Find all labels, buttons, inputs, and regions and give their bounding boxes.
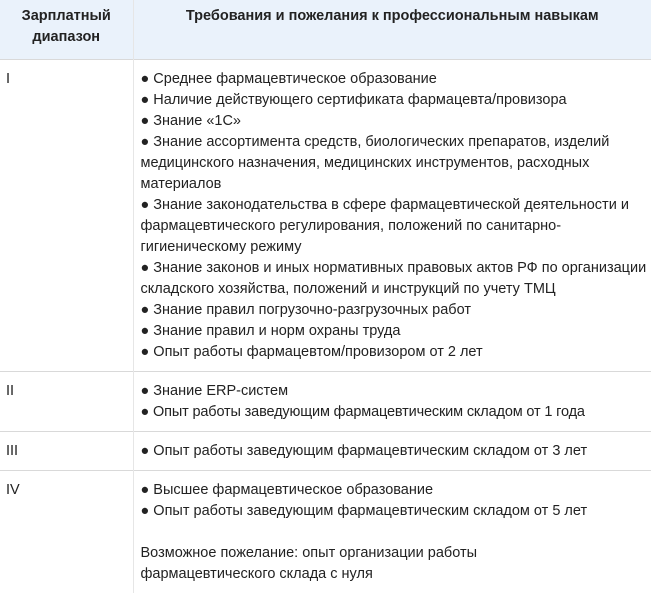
- requirement-note: Возможное пожелание: опыт организации работы фармацевтического склада с нуля: [141, 543, 648, 585]
- table-row: [0, 432, 651, 471]
- requirement-item: ● Знание законов и иных нормативных правовых актов РФ по организации складского хозяйства, положений и инструкций по учету ТМЦ: [141, 258, 648, 300]
- header-requirements: Требования и пожелания к профессиональным навыкам: [133, 0, 651, 60]
- requirement-item: ● Знание ассортимента средств, биологических препаратов, изделий медицинского назначения, медицинских инструментов, расходных материалов: [141, 132, 648, 195]
- requirement-item: ● Опыт работы заведующим фармацевтическим складом от 5 лет: [141, 501, 648, 522]
- requirement-item: ● Опыт работы заведующим фармацевтическим складом от 3 лет: [141, 441, 648, 462]
- requirements-cell: [133, 432, 651, 471]
- table-row: [0, 372, 651, 432]
- requirement-item: ● Знание правил и норм охраны труда: [141, 321, 648, 342]
- salary-range-cell: II: [0, 372, 133, 432]
- requirement-item: ● Высшее фармацевтическое образование: [141, 480, 648, 501]
- salary-range-cell: IV: [0, 471, 133, 593]
- requirement-item: ● Знание ERP-систем: [141, 381, 648, 402]
- salary-range-cell: III: [0, 432, 133, 471]
- requirement-item: ● Наличие действующего сертификата фармацевта/провизора: [141, 90, 648, 111]
- requirement-item: ● Опыт работы заведующим фармацевтическим складом от 1 года: [141, 402, 648, 423]
- requirement-item: ● Знание «1С»: [141, 111, 648, 132]
- header-salary-range: Зарплатный диапазон: [0, 0, 133, 60]
- table-header-row: [0, 0, 651, 60]
- salary-range-cell: I: [0, 60, 133, 372]
- requirement-item: ● Знание правил погрузочно-разгрузочных работ: [141, 300, 648, 321]
- spacer: [141, 522, 648, 543]
- requirement-item: ● Опыт работы фармацевтом/провизором от 2 лет: [141, 342, 648, 363]
- requirement-item: ● Знание законодательства в сфере фармацевтической деятельности и фармацевтического регулирования, положений по санитарно-гигиеническому режиму: [141, 195, 648, 258]
- requirement-item: ● Среднее фармацевтическое образование: [141, 69, 648, 90]
- requirements-cell: [133, 372, 651, 432]
- table-row: [0, 471, 651, 593]
- requirements-cell: [133, 471, 651, 593]
- table-row: [0, 60, 651, 372]
- requirements-cell: [133, 60, 651, 372]
